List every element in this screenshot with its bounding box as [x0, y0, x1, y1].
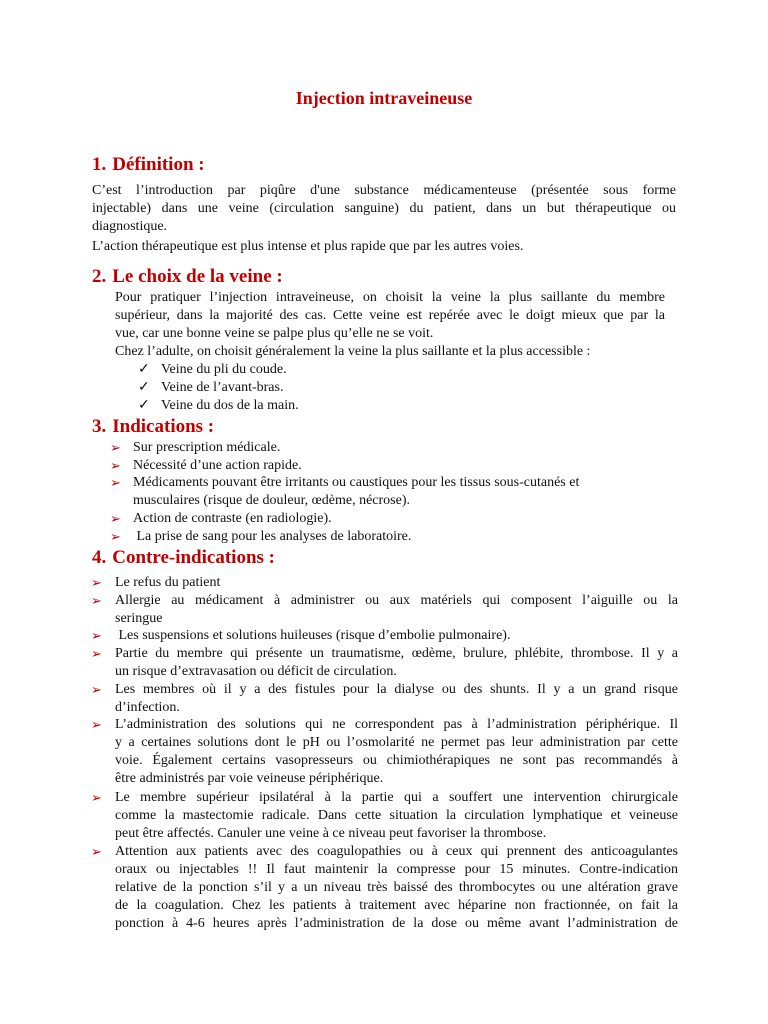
definition-paragraph-1: C’est l’introduction par piqûre d'une substance médicamenteuse (présentée sous forme injectable) dans une veine (circulation sanguine) du patient, dans un but thérapeutique ou diagnostique. — [92, 183, 676, 234]
arrow-bullet-icon: ➢ — [91, 593, 102, 608]
list-item: ➢ Action de contraste (en radiologie). — [110, 511, 332, 526]
list-item: ➢ Nécessité d’une action rapide. — [110, 458, 302, 473]
checkmark-icon: ✓ — [138, 398, 150, 413]
arrow-bullet-icon: ➢ — [91, 790, 102, 805]
list-item: ➢ L’administration des solutions qui ne correspondent pas à l’administration périphérique. Il y a certaines solutions dont le pH ou l’osmolarité ne permet pas leur administration par cette voie. Également certains vasopresseurs ou chimiothérapiques ne sont pas recommandés à être administrés par voie veineuse périphérique. — [91, 717, 678, 786]
list-item: ➢ Les membres où il y a des fistules pour la dialyse ou des shunts. Il y a un grand risque d’infection. — [91, 682, 678, 715]
list-item: ➢ Sur prescription médicale. — [110, 440, 281, 455]
list-item: ➢ La prise de sang pour les analyses de laboratoire. — [110, 529, 412, 544]
section-heading-definition — [92, 154, 205, 176]
arrow-bullet-icon: ➢ — [110, 440, 121, 455]
section-number: 1. — [92, 154, 107, 175]
section-number: 3. — [92, 416, 107, 437]
list-item: ✓ Veine de l’avant-bras. — [138, 380, 284, 395]
arrow-bullet-icon: ➢ — [91, 575, 102, 590]
arrow-bullet-icon: ➢ — [110, 458, 121, 473]
arrow-bullet-icon: ➢ — [91, 646, 102, 661]
arrow-bullet-icon: ➢ — [91, 717, 102, 732]
list-item: ➢ Partie du membre qui présente un traumatisme, œdème, brulure, phlébite, thrombose. Il y a un risque d’extravasation ou déficit de circulation. — [91, 646, 678, 679]
list-item: ➢ Les suspensions et solutions huileuses (risque d’embolie pulmonaire). — [91, 628, 511, 643]
list-item: ➢ Médicaments pouvant être irritants ou caustiques pour les tissus sous-cutanés et musculaires (risque de douleur, œdème, nécrose). — [110, 475, 580, 508]
list-item: ➢ Le membre supérieur ipsilatéral à la partie qui a souffert une intervention chirurgicale comme la mastectomie radicale. Dans cette situation la circulation lymphatique et veineuse peut être affectés. Canuler une veine à ce niveau peut favoriser la thrombose. — [91, 790, 678, 841]
section-heading-contre-indications — [92, 547, 275, 569]
list-item: ✓ Veine du dos de la main. — [138, 398, 299, 413]
definition-paragraph-2: L’action thérapeutique est plus intense et plus rapide que par les autres voies. — [92, 239, 524, 254]
section-title: Indications : — [112, 416, 215, 437]
list-item: ➢ Attention aux patients avec des coagulopathies ou à ceux qui prennent des anticoagulantes oraux ou injectables !! Il faut maintenir la compresse pour 15 minutes. Contre-indication relative de la ponction s’il y a un niveau très baissé des thrombocytes ou une altération grave de la coagulation. Chez les patients à traitement avec héparine non fractionnée, on fait la ponction à 4-6 heures après l’administration de la dose ou même avant l’administration de — [91, 844, 678, 931]
arrow-bullet-icon: ➢ — [110, 475, 121, 490]
choix-veine-paragraph-1: Pour pratiquer l’injection intraveineuse, on choisit la veine la plus saillante du membre supérieur, dans la majorité des cas. Cette veine est repérée avec le doigt mieux que par la vue, car une bonne veine se palpe plus qu’elle ne se voit. — [115, 290, 665, 341]
arrow-bullet-icon: ➢ — [91, 682, 102, 697]
section-title: Définition : — [112, 154, 205, 175]
section-title: Le choix de la veine : — [112, 266, 283, 287]
list-item: ✓ Veine du pli du coude. — [138, 362, 287, 377]
checkmark-icon: ✓ — [138, 380, 150, 395]
list-item: ➢ Allergie au médicament à administrer ou aux matériels qui composent l’aiguille ou la seringue — [91, 593, 678, 626]
list-item: ➢ Le refus du patient — [91, 575, 221, 590]
section-number: 2. — [92, 266, 107, 287]
arrow-bullet-icon: ➢ — [91, 628, 102, 643]
section-heading-choix-veine — [92, 266, 283, 288]
section-number: 4. — [92, 547, 107, 568]
section-heading-indications — [92, 416, 214, 438]
checkmark-icon: ✓ — [138, 362, 150, 377]
choix-veine-paragraph-2: Chez l’adulte, on choisit généralement la veine la plus saillante et la plus accessible : — [115, 344, 591, 359]
arrow-bullet-icon: ➢ — [110, 511, 121, 526]
arrow-bullet-icon: ➢ — [91, 844, 102, 859]
section-title: Contre-indications : — [112, 547, 275, 568]
document-title: Injection intraveineuse — [295, 88, 473, 108]
arrow-bullet-icon: ➢ — [110, 529, 121, 544]
